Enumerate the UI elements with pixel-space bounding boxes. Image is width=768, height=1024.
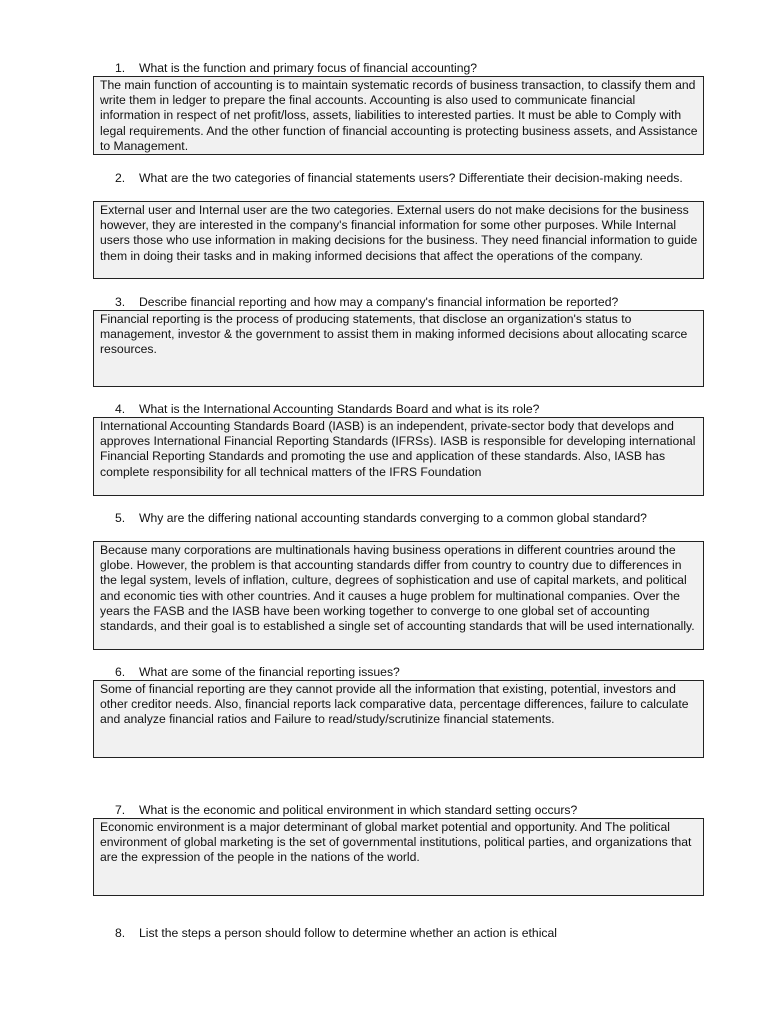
question-2: [115, 171, 703, 185]
answer-box-3: Financial reporting is the process of producing statements, that disclose an organization's status to management, investor & the government to assist them in making informed decisions about allocating scarce resources.: [93, 310, 704, 387]
answer-box-2: External user and Internal user are the two categories. External users do not make decisions for the business however, they are interested in the company's financial information for some other purposes. While Internal users those who use information in making decisions for the business. They need financial information to guide them in doing their tasks and in making informed decisions that affect the operations of the company.: [93, 201, 704, 279]
question-text: What is the International Accounting Standards Board and what is its role?: [139, 402, 540, 416]
question-7: [115, 803, 703, 817]
question-number: 2.: [115, 171, 126, 185]
question-text: What are the two categories of financial statements users? Differentiate their decision-making needs.: [139, 171, 683, 185]
question-8: [115, 926, 703, 940]
question-6: [115, 665, 703, 679]
answer-box-1: The main function of accounting is to maintain systematic records of business transaction, to classify them and write them in ledger to prepare the final accounts. Accounting is also used to communicate financial information in respect of net profit/loss, assets, liabilities to interested parties. It must be able to Comply with legal requirements. And the other function of financial accounting is protecting business assets, and Assistance to Management.: [93, 76, 704, 155]
question-text: List the steps a person should follow to determine whether an action is ethical: [139, 926, 557, 940]
question-number: 5.: [115, 511, 126, 525]
question-number: 1.: [115, 61, 126, 75]
question-number: 3.: [115, 295, 126, 309]
answer-box-6: Some of financial reporting are they cannot provide all the information that existing, potential, investors and other creditor needs. Also, financial reports lack comparative data, percentage differences, failure to calculate and analyze financial ratios and Failure to read/study/scrutinize financial statements.: [93, 680, 704, 758]
question-text: What are some of the financial reporting issues?: [139, 665, 400, 679]
question-number: 7.: [115, 803, 126, 817]
answer-box-4: International Accounting Standards Board (IASB) is an independent, private-sector body that develops and approves International Financial Reporting Standards (IFRSs). IASB is responsible for developing international Financial Reporting Standards and promoting the use and application of these standards. Also, IASB has complete responsibility for all technical matters of the IFRS Foundation: [93, 417, 704, 496]
question-5: [115, 511, 703, 525]
question-1: [115, 61, 703, 75]
answer-box-5: Because many corporations are multinationals having business operations in different countries around the globe. However, the problem is that accounting standards differ from country to country due to differences in the legal system, levels of inflation, culture, degrees of sophistication and use of capital markets, and political and economic ties with other countries. And it causes a huge problem for multinational companies. Over the years the FASB and the IASB have been working together to converge to one global set of accounting standards, and their goal is to established a single set of accounting standards that will be used internationally.: [93, 541, 704, 650]
question-number: 8.: [115, 926, 126, 940]
question-3: [115, 295, 703, 309]
question-text: Why are the differing national accounting standards converging to a common global standard?: [139, 511, 647, 525]
question-number: 4.: [115, 402, 126, 416]
question-text: What is the function and primary focus of financial accounting?: [139, 61, 478, 75]
question-text: What is the economic and political environment in which standard setting occurs?: [139, 803, 578, 817]
question-text: Describe financial reporting and how may a company's financial information be reported?: [139, 295, 619, 309]
question-4: [115, 402, 703, 416]
answer-box-7: Economic environment is a major determinant of global market potential and opportunity. And The political environment of global marketing is the set of governmental institutions, political parties, and organizations that are the expression of the people in the nations of the world.: [93, 818, 704, 896]
question-number: 6.: [115, 665, 126, 679]
